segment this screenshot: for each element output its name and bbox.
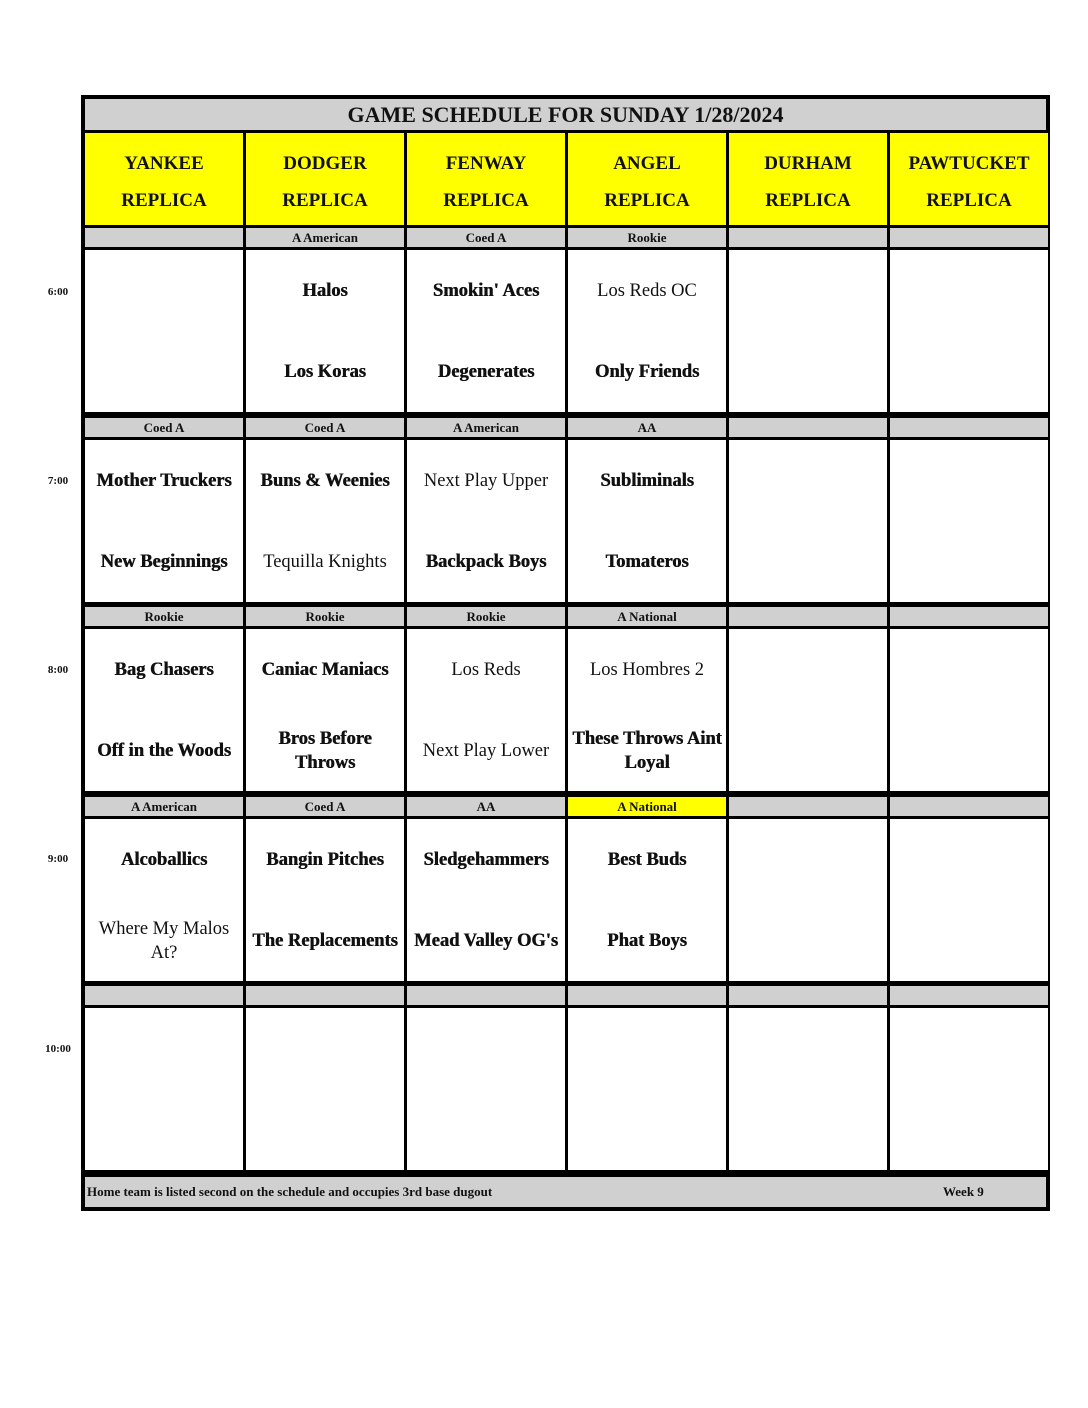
home-team: Mead Valley OG's — [414, 930, 558, 951]
home-team: Where My Malos At? — [98, 918, 230, 963]
division-label: AA — [407, 797, 565, 816]
game-cell — [568, 440, 726, 602]
game-cell — [85, 629, 243, 791]
game-cell — [568, 629, 726, 791]
away-team: Alcoballics — [120, 849, 208, 870]
game-cell — [568, 1008, 726, 1170]
field-type: REPLICA — [765, 190, 851, 211]
division-label: Rookie — [85, 607, 243, 626]
division-label — [407, 986, 565, 1005]
field-type: REPLICA — [604, 190, 690, 211]
game-cell — [729, 1008, 887, 1170]
field-name: DURHAM — [764, 153, 852, 174]
time-label: 6:00 — [47, 286, 69, 298]
footer-bar — [85, 1177, 1046, 1207]
game-cell — [407, 629, 565, 791]
game-cell — [85, 250, 243, 412]
game-cell — [246, 1008, 404, 1170]
away-team: Halos — [302, 280, 348, 301]
time-label: 7:00 — [47, 475, 69, 487]
schedule-table — [81, 95, 1050, 1211]
division-label — [890, 986, 1048, 1005]
game-cell — [729, 440, 887, 602]
division-label: Coed A — [246, 418, 404, 437]
division-label — [729, 797, 887, 816]
away-team: Sledgehammers — [423, 849, 549, 870]
division-label — [890, 228, 1048, 247]
game-cell — [246, 629, 404, 791]
division-label: Coed A — [407, 228, 565, 247]
game-cell — [568, 250, 726, 412]
division-label — [890, 418, 1048, 437]
game-cell — [890, 440, 1048, 602]
game-cell — [729, 629, 887, 791]
home-team: Only Friends — [594, 361, 700, 382]
division-label — [85, 228, 243, 247]
division-label — [729, 418, 887, 437]
division-label — [729, 986, 887, 1005]
away-team: Los Reds OC — [597, 280, 697, 301]
week-label: Week 9 — [943, 1184, 984, 1199]
division-label — [568, 986, 726, 1005]
home-team: Phat Boys — [607, 930, 687, 951]
field-header — [85, 133, 243, 225]
home-team: Next Play Lower — [422, 740, 550, 761]
game-cell — [85, 819, 243, 981]
field-header — [407, 133, 565, 225]
game-cell — [407, 250, 565, 412]
game-cell — [407, 819, 565, 981]
home-team: Tomateros — [605, 551, 689, 572]
division-label: Coed A — [85, 418, 243, 437]
division-label: Rookie — [407, 607, 565, 626]
division-label: A American — [85, 797, 243, 816]
away-team: Smokin' Aces — [432, 280, 540, 301]
home-team: Bros Before Throws — [278, 728, 372, 773]
away-team: Bangin Pitches — [266, 849, 384, 870]
field-name: ANGEL — [613, 153, 681, 174]
field-name: YANKEE — [124, 153, 204, 174]
game-cell — [407, 440, 565, 602]
field-type: REPLICA — [443, 190, 529, 211]
game-cell — [729, 250, 887, 412]
division-label: Rookie — [568, 228, 726, 247]
division-label: A American — [407, 418, 565, 437]
time-label: 8:00 — [47, 664, 69, 676]
time-label: 10:00 — [45, 1043, 71, 1055]
field-name: PAWTUCKET — [908, 153, 1030, 174]
home-team: Off in the Woods — [97, 740, 231, 761]
away-team: Los Hombres 2 — [589, 659, 705, 680]
division-label: AA — [568, 418, 726, 437]
game-cell — [246, 440, 404, 602]
game-cell — [85, 440, 243, 602]
division-label: A National — [568, 797, 726, 816]
division-label — [85, 986, 243, 1005]
field-header — [246, 133, 404, 225]
away-team: Best Buds — [607, 849, 687, 870]
away-team: Buns & Weenies — [260, 470, 390, 491]
game-cell — [407, 1008, 565, 1170]
field-type: REPLICA — [121, 190, 207, 211]
game-cell — [890, 629, 1048, 791]
home-team: Backpack Boys — [425, 551, 547, 572]
away-team: Los Reds — [451, 659, 521, 680]
field-header — [729, 133, 887, 225]
field-header — [890, 133, 1048, 225]
game-cell — [890, 819, 1048, 981]
home-team: Los Koras — [284, 361, 366, 382]
game-cell — [890, 250, 1048, 412]
division-label: A American — [246, 228, 404, 247]
away-team: Bag Chasers — [114, 659, 214, 680]
division-label — [890, 607, 1048, 626]
game-cell — [729, 819, 887, 981]
away-team: Mother Truckers — [96, 470, 232, 491]
field-header — [568, 133, 726, 225]
division-label: A National — [568, 607, 726, 626]
field-type: REPLICA — [926, 190, 1012, 211]
field-name: FENWAY — [445, 153, 527, 174]
away-team: Caniac Maniacs — [261, 659, 389, 680]
time-label: 9:00 — [47, 853, 69, 865]
division-label: Rookie — [246, 607, 404, 626]
away-team: Subliminals — [600, 470, 694, 491]
game-cell — [246, 250, 404, 412]
division-label — [246, 986, 404, 1005]
away-team: Next Play Upper — [423, 470, 549, 491]
field-type: REPLICA — [282, 190, 368, 211]
home-team: Degenerates — [437, 361, 535, 382]
field-name: DODGER — [283, 153, 367, 174]
home-team: These Throws Aint Loyal — [572, 728, 722, 773]
home-team: New Beginnings — [100, 551, 228, 572]
game-cell — [568, 819, 726, 981]
division-label — [729, 228, 887, 247]
footer-note: Home team is listed second on the schedule and occupies 3rd base dugout — [87, 1184, 493, 1199]
home-team: Tequilla Knights — [263, 551, 387, 572]
schedule-title: GAME SCHEDULE FOR SUNDAY 1/28/2024 — [85, 99, 1046, 130]
game-cell — [890, 1008, 1048, 1170]
division-label: Coed A — [246, 797, 404, 816]
division-label — [890, 797, 1048, 816]
home-team: The Replacements — [252, 930, 398, 951]
game-cell — [85, 1008, 243, 1170]
game-cell — [246, 819, 404, 981]
division-label — [729, 607, 887, 626]
